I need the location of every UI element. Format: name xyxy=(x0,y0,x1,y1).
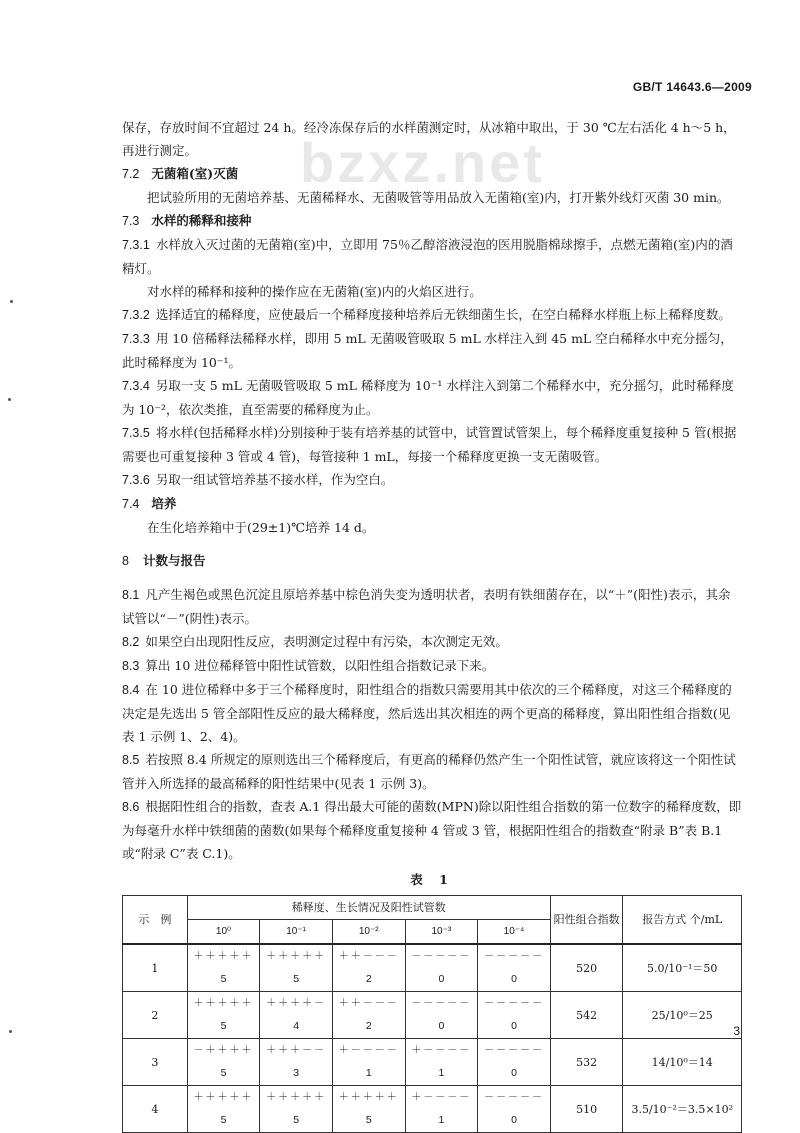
clause-number: 7.3.4 xyxy=(122,379,150,393)
clause xyxy=(122,583,742,630)
paragraph: 保存，存放时间不宜超过 24 h。经冷冻保存后的水样菌测定时，从冰箱中取出，于 30 ℃左右活化 4 h～5 h，再进行测定。 xyxy=(122,120,736,158)
clause xyxy=(122,233,742,280)
clause-text: 选择适宜的稀释度，应使最后一个稀释度接种培养后无铁细菌生长，在空白稀释水样瓶上标上稀释度数。 xyxy=(155,307,731,322)
positive-count: 4 xyxy=(260,1015,333,1039)
report-value: 25/10⁰＝25 xyxy=(623,992,742,1039)
clause-number: 8.6 xyxy=(122,800,140,814)
scan-mark xyxy=(10,300,13,303)
clause xyxy=(122,654,742,678)
section-title: 无菌箱(室)灭菌 xyxy=(151,166,239,181)
section-heading xyxy=(122,162,742,186)
example-number: 3 xyxy=(123,1039,188,1086)
paragraph: 对水样的稀释和接种的操作应在无菌箱(室)内的火焰区进行。 xyxy=(147,284,482,299)
positive-count: 5 xyxy=(260,1109,333,1133)
clause xyxy=(122,327,742,374)
clause-number: 8.3 xyxy=(122,659,140,673)
standard-number: GB/T 14643.6—2009 xyxy=(632,80,752,94)
positive-count: 3 xyxy=(260,1062,333,1086)
positive-count: 2 xyxy=(332,1015,405,1039)
section-heading xyxy=(122,492,742,516)
header-dilution: 10⁰ xyxy=(187,920,260,945)
clause xyxy=(122,374,742,421)
positive-index: 520 xyxy=(550,944,623,992)
example-number: 4 xyxy=(123,1086,188,1133)
clause-text: 如果空白出现阳性反应，表明测定过程中有污染，本次测定无效。 xyxy=(145,634,508,649)
clause-number: 8.1 xyxy=(122,588,140,602)
table-row xyxy=(123,1039,742,1063)
positive-count: 1 xyxy=(405,1109,478,1133)
positive-index: 542 xyxy=(550,992,623,1039)
clause-text: 凡产生褐色或黑色沉淀且原培养基中棕色消失变为透明状者，表明有铁细菌存在，以“＋”(阳性)表示，其余试管以“－”(阴性)表示。 xyxy=(122,587,731,626)
chapter-number: 8 xyxy=(122,554,129,568)
positive-count: 1 xyxy=(405,1062,478,1086)
header-example: 示 例 xyxy=(123,896,188,945)
growth-signs: －－－－－ xyxy=(405,944,478,968)
clause xyxy=(122,630,742,654)
positive-count: 0 xyxy=(478,968,551,992)
example-number: 1 xyxy=(123,944,188,992)
clause-number: 8.2 xyxy=(122,635,140,649)
clause-number: 8.4 xyxy=(122,683,140,697)
growth-signs: ＋－－－－ xyxy=(405,1039,478,1063)
growth-signs: ＋＋＋＋＋ xyxy=(260,944,333,968)
clause xyxy=(122,468,742,492)
clause-number: 7.3.3 xyxy=(122,332,150,346)
paragraph: 把试验所用的无菌培养基、无菌稀释水、无菌吸管等用品放入无菌箱(室)内，打开紫外线灯灭菌 30 min。 xyxy=(147,190,730,205)
growth-signs: ＋－－－－ xyxy=(332,1039,405,1063)
report-value: 3.5/10⁻²＝3.5×10² xyxy=(623,1086,742,1133)
clause-text: 将水样(包括稀释水样)分别接种于装有培养基的试管中，试管置试管架上，每个稀释度重复接种 5 管(根据需要也可重复接种 3 管或 4 管)，每管接种 1 mL，每接一个稀释度更换一支无菌吸管。 xyxy=(122,425,737,464)
header-positive-index: 阳性组合指数 xyxy=(550,896,623,945)
table-caption: 表 1 xyxy=(410,872,454,887)
clause-text: 另取一支 5 mL 无菌吸管吸取 5 mL 稀释度为 10⁻¹ 水样注入到第二个稀释水中，充分摇匀，此时稀释度为 10⁻²，依次类推，直至需要的稀释度为止。 xyxy=(122,378,734,417)
positive-count: 0 xyxy=(478,1015,551,1039)
positive-count: 5 xyxy=(187,1062,260,1086)
header-dilution: 10⁻³ xyxy=(405,920,478,945)
section-number: 7.2 xyxy=(122,167,140,181)
positive-index: 510 xyxy=(550,1086,623,1133)
clause-text: 若按照 8.4 所规定的原则选出三个稀释度后，有更高的稀释仍然产生一个阳性试管，就应该将这一个阳性试管并入所选择的最高稀释的阳性结果中(见表 1 示例 3)。 xyxy=(122,752,736,791)
growth-signs: ＋＋＋＋＋ xyxy=(260,1086,333,1110)
clause-text: 另取一组试管培养基不接水样，作为空白。 xyxy=(155,472,394,487)
clause-text: 用 10 倍稀释法稀释水样，即用 5 mL 无菌吸管吸取 5 mL 水样注入到 45 mL 空白稀释水中充分摇匀，此时稀释度为 10⁻¹。 xyxy=(122,331,733,370)
growth-signs: ＋＋＋＋＋ xyxy=(187,1086,260,1110)
section-title: 水样的稀释和接种 xyxy=(151,213,252,228)
header-report-method: 报告方式 个/mL xyxy=(623,896,742,945)
chapter-heading xyxy=(122,549,742,573)
watermark: bzxz.net xyxy=(300,131,545,194)
clause-number: 7.3.2 xyxy=(122,308,150,322)
results-table xyxy=(122,895,742,1133)
clause-text: 根据阳性组合的指数，查表 A.1 得出最大可能的菌数(MPN)除以阳性组合指数的第一位数字的稀释度数，即为每毫升水样中铁细菌的菌数(如果每个稀释度重复接种 4 管或 3 管，根据阳性组合的指数查“附录 B”表 B.1 或“附录 C”表 C.1)。 xyxy=(122,799,742,861)
table-row xyxy=(123,1086,742,1110)
header-dilution: 10⁻⁴ xyxy=(478,920,551,945)
table-row xyxy=(123,992,742,1016)
section-heading xyxy=(122,209,742,233)
positive-index: 532 xyxy=(550,1039,623,1086)
section-title: 培养 xyxy=(151,496,177,511)
growth-signs: ＋＋＋－－ xyxy=(260,1039,333,1063)
positive-count: 5 xyxy=(187,968,260,992)
growth-signs: －－－－－ xyxy=(405,992,478,1016)
positive-count: 0 xyxy=(405,968,478,992)
positive-count: 0 xyxy=(405,1015,478,1039)
scan-mark xyxy=(9,1030,12,1033)
growth-signs: －－－－－ xyxy=(478,1086,551,1110)
clause xyxy=(122,421,742,468)
positive-count: 5 xyxy=(187,1015,260,1039)
table-row xyxy=(123,944,742,968)
growth-signs: ＋＋＋＋－ xyxy=(260,992,333,1016)
growth-signs: ＋＋＋＋＋ xyxy=(187,992,260,1016)
positive-count: 0 xyxy=(478,1109,551,1133)
chapter-title: 计数与报告 xyxy=(142,553,206,568)
clause-number: 8.5 xyxy=(122,753,140,767)
header-dilution: 10⁻² xyxy=(332,920,405,945)
header-dilution-group: 稀释度、生长情况及阳性试管数 xyxy=(187,896,550,920)
section-number: 7.4 xyxy=(122,497,140,511)
growth-signs: －－－－－ xyxy=(478,992,551,1016)
growth-signs: ＋＋＋＋＋ xyxy=(187,944,260,968)
positive-count: 0 xyxy=(478,1062,551,1086)
positive-count: 2 xyxy=(332,968,405,992)
growth-signs: ＋＋－－－ xyxy=(332,992,405,1016)
report-value: 14/10⁰＝14 xyxy=(623,1039,742,1086)
positive-count: 5 xyxy=(260,968,333,992)
paragraph: 在生化培养箱中于(29±1)℃培养 14 d。 xyxy=(147,520,375,535)
growth-signs: －＋＋＋＋ xyxy=(187,1039,260,1063)
clause xyxy=(122,795,742,865)
document-body xyxy=(122,116,742,1133)
clause-number: 7.3.5 xyxy=(122,426,150,440)
header-dilution: 10⁻¹ xyxy=(260,920,333,945)
positive-count: 5 xyxy=(332,1109,405,1133)
positive-count: 5 xyxy=(187,1109,260,1133)
clause-number: 7.3.1 xyxy=(122,238,150,252)
clause-number: 7.3.6 xyxy=(122,473,150,487)
scan-mark xyxy=(8,398,11,401)
clause xyxy=(122,303,742,327)
growth-signs: －－－－－ xyxy=(478,1039,551,1063)
positive-count: 1 xyxy=(332,1062,405,1086)
growth-signs: ＋＋＋＋＋ xyxy=(332,1086,405,1110)
growth-signs: ＋＋－－－ xyxy=(332,944,405,968)
clause-text: 在 10 进位稀释中多于三个稀释度时，阳性组合的指数只需要用其中依次的三个稀释度，对这三个稀释度的决定是先选出 5 管全部阳性反应的最大稀释度，然后选出其次相连的两个更高的稀释度，算出阳性组合指数(见表 1 示例 1、2、4)。 xyxy=(122,682,732,744)
growth-signs: ＋－－－－ xyxy=(405,1086,478,1110)
example-number: 2 xyxy=(123,992,188,1039)
clause-text: 水样放入灭过菌的无菌箱(室)中，立即用 75％乙醇溶液浸泡的医用脱脂棉球擦手，点燃无菌箱(室)内的酒精灯。 xyxy=(122,237,733,276)
page-number: 3 xyxy=(733,1024,740,1038)
clause-text: 算出 10 进位稀释管中阳性试管数，以阳性组合指数记录下来。 xyxy=(145,658,495,673)
report-value: 5.0/10⁻¹＝50 xyxy=(623,944,742,992)
section-number: 7.3 xyxy=(122,214,140,228)
clause xyxy=(122,748,742,795)
growth-signs: －－－－－ xyxy=(478,944,551,968)
clause xyxy=(122,678,742,748)
